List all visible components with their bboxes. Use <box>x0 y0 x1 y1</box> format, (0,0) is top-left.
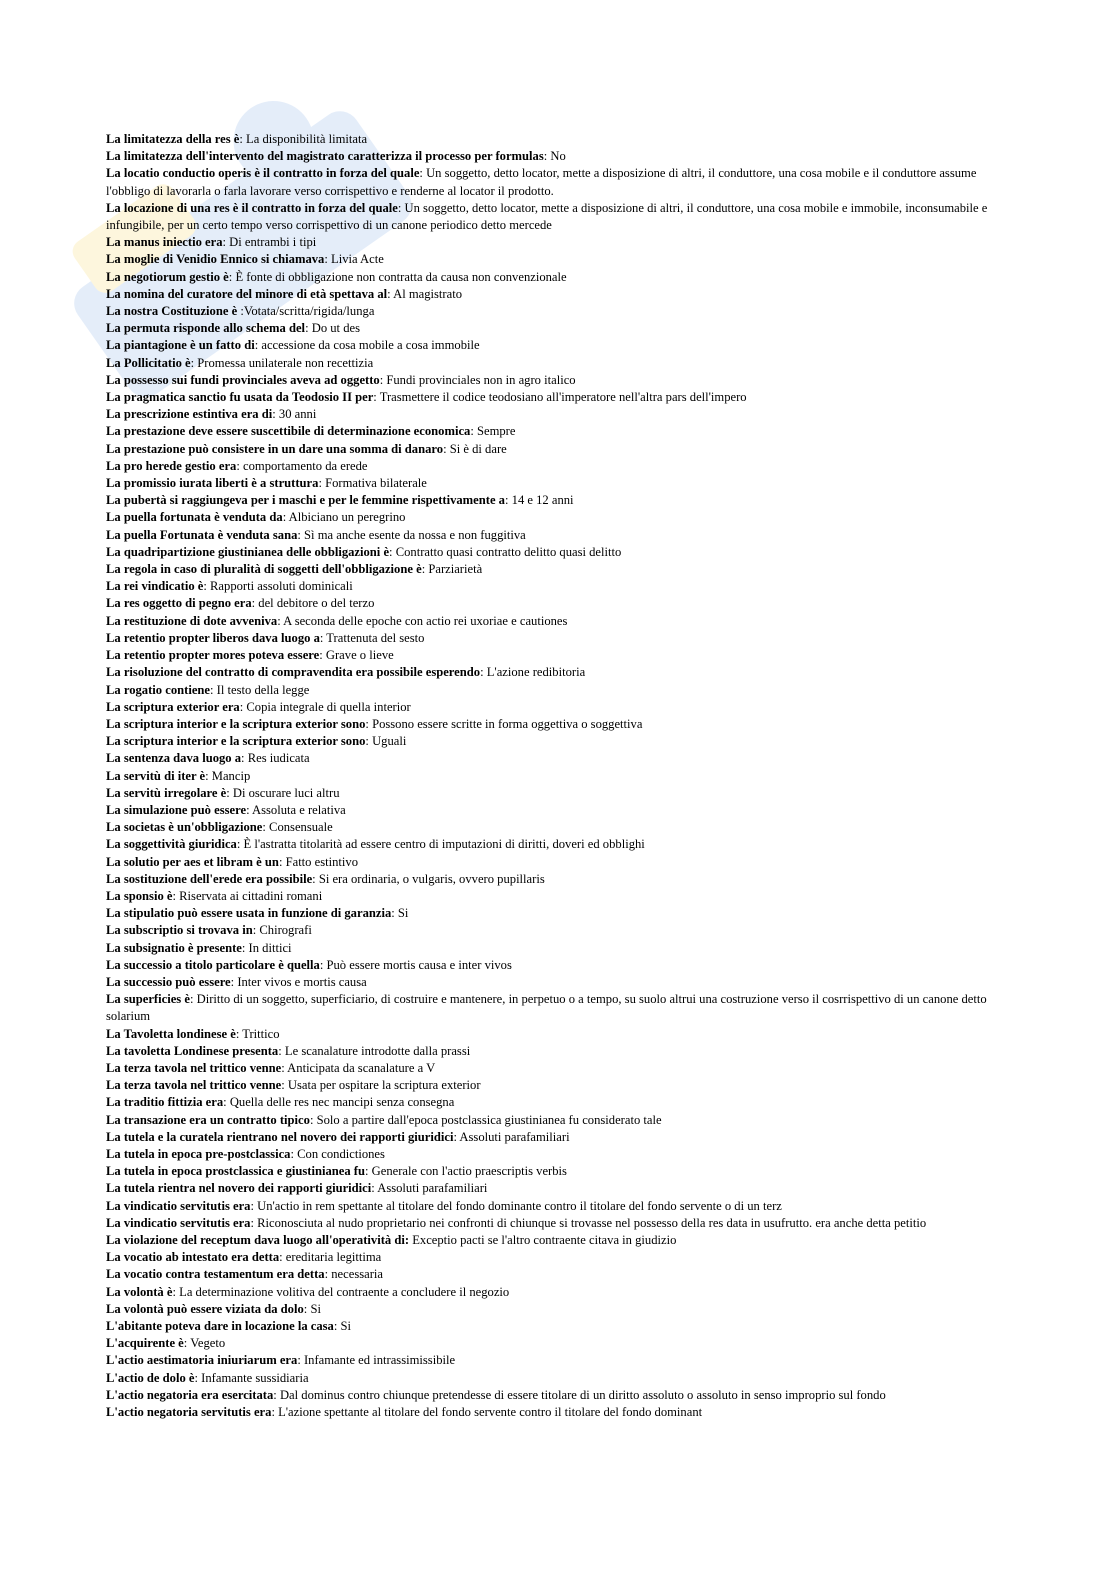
qa-entry <box>106 819 1006 836</box>
answer-text: Do ut des <box>311 321 360 336</box>
qa-entry <box>106 1026 1006 1043</box>
question-text: L'actio negatoria era esercitata <box>106 1387 274 1402</box>
question-text: La violazione del receptum dava luogo all'operatività di: <box>106 1233 410 1247</box>
question-text: La solutio per aes et libram è un <box>106 854 279 869</box>
question-text: La puella Fortunata è venduta sana <box>106 527 298 542</box>
question-text: La subsignatio è presente <box>106 940 242 955</box>
question-text: La limitatezza dell'intervento del magistrato caratterizza il processo per formulas <box>106 149 544 164</box>
separator: : <box>241 940 249 955</box>
qa-entry <box>106 1043 1006 1060</box>
answer-text: Con condictiones <box>297 1146 385 1161</box>
answer-text: Si è di dare <box>449 441 507 456</box>
question-text: La Pollicitatio è <box>106 355 191 370</box>
answer-text: Il testo della legge <box>216 682 310 697</box>
question-text: La moglie di Venidio Ennico si chiamava <box>106 252 325 267</box>
question-text: La traditio fittizia era <box>106 1095 224 1110</box>
separator: : <box>172 1284 180 1299</box>
answer-text: A seconda delle epoche con actio rei uxoriae e cautiones <box>283 613 568 628</box>
question-text: La servitù irregolare è <box>106 785 227 800</box>
qa-entry <box>106 940 1006 957</box>
answer-text: Si <box>310 1301 321 1316</box>
qa-entry <box>106 836 1006 853</box>
question-text: La piantagione è un fatto di <box>106 338 255 353</box>
separator: : <box>303 1301 311 1316</box>
qa-entry <box>106 922 1006 939</box>
answer-text: Assoluta e relativa <box>252 802 346 817</box>
question-text: La sentenza dava luogo a <box>106 751 242 766</box>
separator: : <box>319 630 327 645</box>
qa-entry <box>106 1112 1006 1129</box>
answer-text: 30 anni <box>278 407 317 422</box>
answer-text: :Votata/scritta/rigida/lunga <box>240 304 375 319</box>
question-text: La vindicatio servitutis era <box>106 1215 251 1230</box>
separator: : <box>419 166 427 181</box>
answer-text: Copia integrale di quella interior <box>246 699 411 714</box>
qa-entry <box>106 854 1006 871</box>
answer-text: Vegeto <box>190 1336 226 1351</box>
question-text: La prescrizione estintiva era di <box>106 407 273 422</box>
answer-text: Fatto estintivo <box>285 854 359 869</box>
question-text: La servitù di iter è <box>106 768 206 783</box>
answer-text: Al magistrato <box>393 286 462 301</box>
answer-text: Exceptio pacti se l'altro contraente citava in giudizio <box>412 1233 677 1247</box>
question-text: La vindicatio servitutis era <box>106 1198 251 1213</box>
answer-text: Fundi provinciales non in agro italico <box>386 372 576 387</box>
qa-entry <box>106 682 1006 699</box>
separator: : <box>389 544 396 559</box>
qa-entry <box>106 509 1006 526</box>
qa-entry <box>106 785 1006 802</box>
question-text: La rogatio contiene <box>106 682 211 697</box>
question-text: La tutela in epoca pre-postclassica <box>106 1146 291 1161</box>
answer-text: Uguali <box>372 734 407 749</box>
separator: : <box>543 149 551 164</box>
qa-entry <box>106 372 1006 389</box>
qa-entry <box>106 871 1006 888</box>
qa-entry <box>106 1318 1006 1335</box>
question-text: La vocatio ab intestato era detta <box>106 1250 280 1265</box>
answer-text: È l'astratta titolarità ad essere centro di imputazioni di diritti, doveri ed obblighi <box>243 837 645 852</box>
qa-entry <box>106 750 1006 767</box>
answer-text: Promessa unilaterale non recettizia <box>197 355 374 370</box>
separator: : <box>379 372 387 387</box>
qa-entry <box>106 286 1006 303</box>
answer-text: Si era ordinaria, o vulgaris, ovvero pupillaris <box>318 871 545 886</box>
separator: : <box>324 1267 332 1282</box>
answer-text: Infamante sussidiaria <box>201 1370 309 1385</box>
separator: : <box>319 648 326 663</box>
answer-text: Trattenuta del sesto <box>326 630 425 645</box>
question-text: L'acquirente è <box>106 1336 184 1351</box>
answer-text: Consensuale <box>269 820 333 835</box>
answer-text: Usata per ospitare la scriptura exterior <box>287 1078 481 1093</box>
separator: : <box>222 235 230 250</box>
separator: : <box>318 476 326 491</box>
answer-text: Le scanalature introdotte dalla prassi <box>284 1043 471 1058</box>
qa-entry <box>106 1163 1006 1180</box>
separator: : <box>230 974 238 989</box>
question-text: La transazione era un contratto tipico <box>106 1112 310 1127</box>
qa-entry <box>106 458 1006 475</box>
separator: : <box>279 1250 286 1265</box>
question-text: La retentio propter liberos dava luogo a <box>106 630 320 645</box>
answer-text: Rapporti assoluti dominicali <box>210 579 353 594</box>
separator: : <box>309 1112 317 1127</box>
question-text: La pro herede gestio era <box>106 458 237 473</box>
separator: : <box>277 613 284 628</box>
answer-text: accessione da cosa mobile a cosa immobile <box>261 338 480 353</box>
qa-entry <box>106 1249 1006 1266</box>
qa-entry <box>106 406 1006 423</box>
answer-text: ereditaria legittima <box>285 1250 382 1265</box>
question-text: La tavoletta Londinese presenta <box>106 1043 279 1058</box>
separator: : <box>278 1043 285 1058</box>
answer-text: Riconosciuta al nudo proprietario nei confronti di chiunque si trovasse nel possesso della res data in usufrutto. era anche detta petitio <box>257 1215 927 1230</box>
separator: : <box>365 716 373 731</box>
qa-entry <box>106 131 1006 148</box>
question-text: La negotiorum gestio è <box>106 269 229 284</box>
qa-entry <box>106 1335 1006 1352</box>
separator: : <box>365 734 373 749</box>
qa-entry <box>106 1146 1006 1163</box>
separator: : <box>319 957 327 972</box>
question-text: L'actio aestimatoria iniuriarum era <box>106 1353 298 1368</box>
separator: : <box>246 802 253 817</box>
qa-entry <box>106 1215 1006 1232</box>
answer-text: Sempre <box>477 424 516 439</box>
separator: : <box>236 837 244 852</box>
answer-text: Inter vivos e mortis causa <box>237 974 367 989</box>
qa-entry <box>106 957 1006 974</box>
qa-entry <box>106 802 1006 819</box>
question-text: La sostituzione dell'erede era possibile <box>106 871 313 886</box>
separator: : <box>324 252 331 267</box>
separator: : <box>504 493 512 508</box>
question-text: La Tavoletta londinese è <box>106 1026 236 1041</box>
separator: : <box>223 1095 230 1110</box>
qa-entry <box>106 234 1006 251</box>
separator: : <box>252 923 260 938</box>
separator: : <box>241 751 248 766</box>
answer-text: Si <box>340 1319 352 1334</box>
qa-entry <box>106 200 1006 234</box>
answer-text: Albiciano un peregrino <box>288 510 406 525</box>
qa-entry <box>106 768 1006 785</box>
separator: : <box>453 1129 460 1144</box>
question-text: La permuta risponde allo schema del <box>106 321 306 336</box>
separator: : <box>297 527 305 542</box>
answer-text: In dittici <box>248 940 292 955</box>
qa-entry <box>106 1387 1006 1404</box>
question-text: La limitatezza della res è <box>106 132 240 146</box>
answer-text: Un soggetto, detto locator, mette a disposizione di altri, il conduttore, una cosa mobile e immobile, inconsumabile e infungibile, per un certo tempo verso corrispettivo di un canone periodico detto mercede <box>106 200 988 233</box>
qa-entry <box>106 1301 1006 1318</box>
question-text: La restituzione di dote avveniva <box>106 613 278 628</box>
answer-text: Diritto di un soggetto, superficiario, di costruire e mantenere, in perpetuo o a tempo, su suolo altrui una costruzione verso il cosrrispettivo di un canone detto solarium <box>106 992 987 1024</box>
question-text: La scriptura interior e la scriptura exterior sono <box>106 716 366 731</box>
separator: : <box>250 1198 258 1213</box>
separator: : <box>190 355 198 370</box>
separator: : <box>470 424 477 439</box>
answer-text: Trasmettere il codice teodosiano all'imperatore nell'altra pars dell'impero <box>379 390 747 405</box>
question-text: La nostra Costituzione è <box>106 304 238 319</box>
question-text: L'abitante poteva dare in locazione la casa <box>106 1319 334 1334</box>
answer-text: Generale con l'actio praescriptis verbis <box>371 1164 567 1179</box>
answer-text: Di oscurare luci altru <box>232 785 340 800</box>
separator: : <box>373 390 380 405</box>
separator: : <box>189 992 197 1007</box>
qa-entry <box>106 733 1006 750</box>
separator: : <box>228 269 236 284</box>
answer-text: Grave o lieve <box>325 648 394 663</box>
answer-text: Quella delle res nec mancipi senza consegna <box>229 1095 455 1110</box>
separator: : <box>281 1060 288 1075</box>
separator: : <box>235 1026 243 1041</box>
separator: : <box>272 407 279 422</box>
question-text: La pragmatica sanctio fu usata da Teodosio II per <box>106 390 374 405</box>
answer-text: Assoluti parafamiliari <box>377 1181 488 1196</box>
answer-text: Trittico <box>242 1026 280 1041</box>
answer-text: Riservata ai cittadini romani <box>179 888 323 903</box>
answer-text: comportamento da erede <box>243 458 368 473</box>
qa-entry <box>106 1352 1006 1369</box>
qa-entry <box>106 527 1006 544</box>
separator: : <box>421 562 429 577</box>
question-text: La societas è un'obbligazione <box>106 820 263 835</box>
answer-text: Può essere mortis causa e inter vivos <box>326 957 512 972</box>
answer-text: Di entrambi i tipi <box>229 235 317 250</box>
qa-entry <box>106 165 1006 199</box>
qa-entry <box>106 1370 1006 1387</box>
separator: : <box>236 458 244 473</box>
separator: : <box>305 321 312 336</box>
answer-text: La disponibilità limitata <box>246 132 368 146</box>
qa-list <box>106 131 1006 1421</box>
answer-text: Sì ma anche esente da nossa e non fuggitiva <box>304 527 526 542</box>
answer-text: del debitore o del terzo <box>258 596 375 611</box>
qa-entry <box>106 1094 1006 1111</box>
qa-entry <box>106 544 1006 561</box>
answer-text: Mancip <box>211 768 251 783</box>
answer-text: Si <box>397 906 409 921</box>
separator: : <box>251 596 259 611</box>
qa-entry <box>106 1284 1006 1301</box>
separator: : <box>205 768 212 783</box>
qa-entry <box>106 1266 1006 1283</box>
question-text: La soggettività giuridica <box>106 837 237 852</box>
separator: : <box>281 1078 288 1093</box>
separator: : <box>282 510 289 525</box>
question-text: La prestazione deve essere suscettibile di determinazione economica <box>106 424 471 439</box>
qa-entry <box>106 355 1006 372</box>
separator: : <box>254 338 262 353</box>
question-text: La successio a titolo particolare è quella <box>106 957 320 972</box>
answer-text: Dal dominus contro chiunque pretendesse di essere titolare di un diritto assoluto o assoluto in senso improprio sul fondo <box>279 1387 886 1402</box>
qa-entry <box>106 441 1006 458</box>
qa-entry <box>106 1129 1006 1146</box>
answer-text: 14 e 12 anni <box>511 493 574 508</box>
answer-text: L'azione redibitoria <box>486 665 586 680</box>
question-text: La locatio conductio operis è il contratto in forza del quale <box>106 166 420 181</box>
qa-entry <box>106 578 1006 595</box>
separator: : <box>239 132 247 146</box>
qa-entry <box>106 1180 1006 1197</box>
separator: : <box>333 1319 341 1334</box>
answer-text: Un'actio in rem spettante al titolare del fondo dominante contro il titolare del fondo servente o di un terz <box>257 1198 782 1213</box>
separator: : <box>391 906 398 921</box>
question-text: La tutela rientra nel novero dei rapporti giuridici <box>106 1181 372 1196</box>
qa-entry <box>106 148 1006 165</box>
answer-text: Infamante ed intrassimissibile <box>303 1353 456 1368</box>
separator: : <box>290 1146 298 1161</box>
qa-entry <box>106 389 1006 406</box>
answer-text: Assoluti parafamiliari <box>459 1129 570 1144</box>
answer-text: Chirografi <box>259 923 312 938</box>
qa-entry <box>106 492 1006 509</box>
answer-text: Possono essere scritte in forma oggettiva o soggettiva <box>372 716 643 731</box>
question-text: La promissio iurata liberti è a struttura <box>106 476 319 491</box>
qa-entry <box>106 888 1006 905</box>
qa-entry <box>106 699 1006 716</box>
question-text: La scriptura exterior era <box>106 699 240 714</box>
separator: : <box>371 1181 378 1196</box>
qa-entry <box>106 991 1006 1025</box>
question-text: La vocatio contra testamentum era detta <box>106 1267 325 1282</box>
qa-entry <box>106 303 1006 320</box>
question-text: La stipulatio può essere usata in funzione di garanzia <box>106 906 392 921</box>
question-text: La pubertà si raggiungeva per i maschi e per le femmine rispettivamente a <box>106 493 505 508</box>
separator: : <box>387 286 394 301</box>
question-text: La rei vindicatio è <box>106 579 204 594</box>
answer-text: No <box>550 149 566 164</box>
qa-entry <box>106 664 1006 681</box>
answer-text: Parziarietà <box>428 562 483 577</box>
answer-text: È fonte di obbligazione non contratta da causa non convenzionale <box>235 269 567 284</box>
question-text: La risoluzione del contratto di compravendita era possibile esperendo <box>106 665 481 680</box>
answer-text: La determinazione volitiva del contraente a concludere il negozio <box>179 1284 510 1299</box>
question-text: La retentio propter mores poteva essere <box>106 648 320 663</box>
question-text: La scriptura interior e la scriptura exterior sono <box>106 734 366 749</box>
qa-entry <box>106 1077 1006 1094</box>
separator: : <box>210 682 217 697</box>
question-text: La superficies è <box>106 992 190 1007</box>
separator: : <box>183 1336 191 1351</box>
separator: : <box>194 1370 202 1385</box>
qa-entry <box>106 1060 1006 1077</box>
qa-entry <box>106 251 1006 268</box>
question-text: La sponsio è <box>106 888 173 903</box>
answer-text: Res iudicata <box>247 751 310 766</box>
qa-entry <box>106 561 1006 578</box>
qa-entry <box>106 423 1006 440</box>
separator: : <box>226 785 233 800</box>
qa-entry <box>106 475 1006 492</box>
question-text: La puella fortunata è venduta da <box>106 510 283 525</box>
question-text: La prestazione può consistere in un dare una somma di danaro <box>106 441 444 456</box>
question-text: La terza tavola nel trittico venne <box>106 1060 282 1075</box>
qa-entry <box>106 320 1006 337</box>
separator: : <box>480 665 487 680</box>
question-text: La simulazione può essere <box>106 802 247 817</box>
qa-entry <box>106 613 1006 630</box>
separator: : <box>278 854 286 869</box>
answer-text: Livia Acte <box>331 252 384 267</box>
qa-entry <box>106 630 1006 647</box>
question-text: La res oggetto di pegno era <box>106 596 252 611</box>
question-text: La subscriptio si trovava in <box>106 923 253 938</box>
question-text: La nomina del curatore del minore di età spettava al <box>106 286 388 301</box>
question-text: La tutela in epoca prostclassica e giustinianea fu <box>106 1164 365 1179</box>
answer-text: Anticipata da scanalature a V <box>287 1060 436 1075</box>
question-text: La volontà può essere viziata da dolo <box>106 1301 304 1316</box>
question-text: La terza tavola nel trittico venne <box>106 1078 282 1093</box>
separator: : <box>262 820 270 835</box>
question-text: La successio può essere <box>106 974 231 989</box>
separator: : <box>312 871 319 886</box>
question-text: La quadripartizione giustinianea delle obbligazioni è <box>106 544 390 559</box>
separator: : <box>273 1387 280 1402</box>
qa-entry <box>106 974 1006 991</box>
answer-text: necessaria <box>331 1267 383 1282</box>
answer-text: Solo a partire dall'epoca postclassica giustinianea fu considerato tale <box>316 1112 662 1127</box>
qa-entry <box>106 716 1006 733</box>
answer-text: Formativa bilaterale <box>325 476 427 491</box>
qa-entry <box>106 1232 1006 1249</box>
question-text: La volontà è <box>106 1284 173 1299</box>
question-text: La manus iniectio era <box>106 235 223 250</box>
qa-entry <box>106 595 1006 612</box>
question-text: L'actio de dolo è <box>106 1370 195 1385</box>
separator: : <box>365 1164 372 1179</box>
qa-entry <box>106 337 1006 354</box>
question-text: La possesso sui fundi provinciales aveva ad oggetto <box>106 372 380 387</box>
separator: : <box>271 1405 279 1420</box>
answer-text: Contratto quasi contratto delitto quasi delitto <box>395 544 622 559</box>
separator: : <box>397 200 405 215</box>
question-text: L'actio negatoria servitutis era <box>106 1405 272 1420</box>
answer-text: Un soggetto, detto locator, mette a disposizione di altri, il conduttore, una cosa mobile e il conduttore assume l'obbligo di lavorarla o farla lavorare verso corrispettivo e renderne al locator il prodotto. <box>106 166 977 198</box>
question-text: La locazione di una res è il contratto in forza del quale <box>106 200 398 215</box>
qa-entry <box>106 647 1006 664</box>
separator: : <box>443 441 450 456</box>
question-text: La tutela e la curatela rientrano nel novero dei rapporti giuridici <box>106 1129 454 1144</box>
separator: : <box>172 888 180 903</box>
qa-entry <box>106 905 1006 922</box>
question-text: La regola in caso di pluralità di soggetti dell'obbligazione è <box>106 562 422 577</box>
answer-text: L'azione spettante al titolare del fondo servente contro il titolare del fondo dominant <box>278 1405 703 1420</box>
separator: : <box>297 1353 304 1368</box>
qa-entry <box>106 1198 1006 1215</box>
separator: : <box>239 699 247 714</box>
separator: : <box>203 579 211 594</box>
qa-entry <box>106 269 1006 286</box>
qa-entry <box>106 1404 1006 1421</box>
separator: : <box>250 1215 258 1230</box>
